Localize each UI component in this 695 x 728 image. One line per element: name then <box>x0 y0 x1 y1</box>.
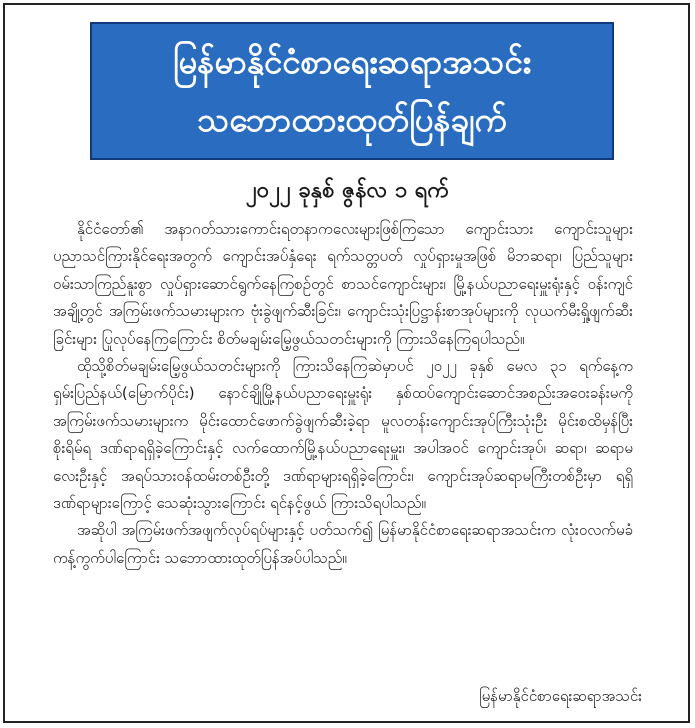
statement-date: ၂၀၂၂ ခုနှစ် ဇွန်လ ၁ ရက် <box>245 178 450 203</box>
banner-title-line2: သဘောထားထုတ်ပြန်ချက် <box>197 100 507 139</box>
paragraph-2: ထိုသို့စိတ်မချမ်းမြေ့ဖွယ်သတင်းများကို ကြားသိနေကြဆဲမှာပင် ၂၀၂၂ ခုနှစ် မေလ ၃၁ ရက်နေ့က ရှမ်းပြည်နယ်(မြောက်ပိုင်း) နောင်ချိုမြို့နယ်ပညာရေးမှူးရုံး နှစ်ထပ်ကျောင်းဆောင်အစည်းအဝေးခန်းမကို အကြမ်းဖက်သမားများက မိုင်းထောင်ဖောက်ခွဲဖျက်ဆီးခဲ့ရာ မူလတန်းကျောင်းအုပ်ကြီးသုံးဦး မိုင်းစထိမှန်ပြီး စိုးရိမ်ရ ဒဏ်ရာရရှိခဲ့ကြောင်းနှင့် လက်ထောက်မြို့နယ်ပညာရေးမှူး၊ အပါအဝင် ကျောင်းအုပ်၊ ဆရာ၊ ဆရာမ လေးဦးနှင့် အရပ်သားဝန်ထမ်းတစ်ဦးတို့ ဒဏ်ရာများရရှိခဲ့ကြောင်း၊ ကျောင်းအုပ်ဆရာမကြီးတစ်ဦးမှာ ရရှိဒဏ်ရာများကြောင့် သေဆုံးသွားကြောင်း ရင်နင့်ဖွယ် ကြားသိရပါသည်။ <box>53 357 633 513</box>
paragraph-1: နိုင်ငံတော်၏ အနာဂတ်သားကောင်းရတနာကလေးများဖြစ်ကြသော ကျောင်းသား ကျောင်းသူများ ပညာသင်ကြားနိုင်ရေးအတွက် ကျောင်းအပ်နှံရေး ရက်သတ္တပတ် လှုပ်ရှားမှုအဖြစ် မိဘဆရာ၊ ပြည်သူများ ဝမ်းသာကြည်နူးစွာ လှုပ်ရှားဆောင်ရွက်နေကြစဉ်တွင် စာသင်ကျောင်းများ၊ မြို့နယ်ပညာရေးမှူးရုံးနှင့် ဝန်းကျင်အချို့တွင် အကြမ်းဖက်သမားများက ဗုံးခွဲဖျက်ဆီးခြင်း၊ ကျောင်းသုံးပြဋ္ဌာန်းစာအုပ်များကို လုယက်မီးရှို့ဖျက်ဆီးခြင်းများ ပြုလုပ်နေကြကြောင်း စိတ်မချမ်းမြေ့ဖွယ်သတင်းများကို ကြားသိနေကြရပါသည်။ <box>53 220 633 348</box>
paragraph-3: အဆိုပါ အကြမ်းဖက်အဖျက်လုပ်ရပ်များနှင့် ပတ်သက်၍ မြန်မာနိုင်ငံစာရေးဆရာအသင်းက လုံးဝလက်မခံ ကန့်ကွက်ပါကြောင်း သဘောထားထုတ်ပြန်အပ်ပါသည်။ <box>53 521 633 567</box>
title-banner <box>90 22 614 160</box>
banner-title-line1: မြန်မာနိုင်ငံစာရေးဆရာအသင်း <box>172 42 532 81</box>
statement-body <box>53 216 633 572</box>
signature: မြန်မာနိုင်ငံစာရေးဆရာအသင်း <box>479 687 642 705</box>
